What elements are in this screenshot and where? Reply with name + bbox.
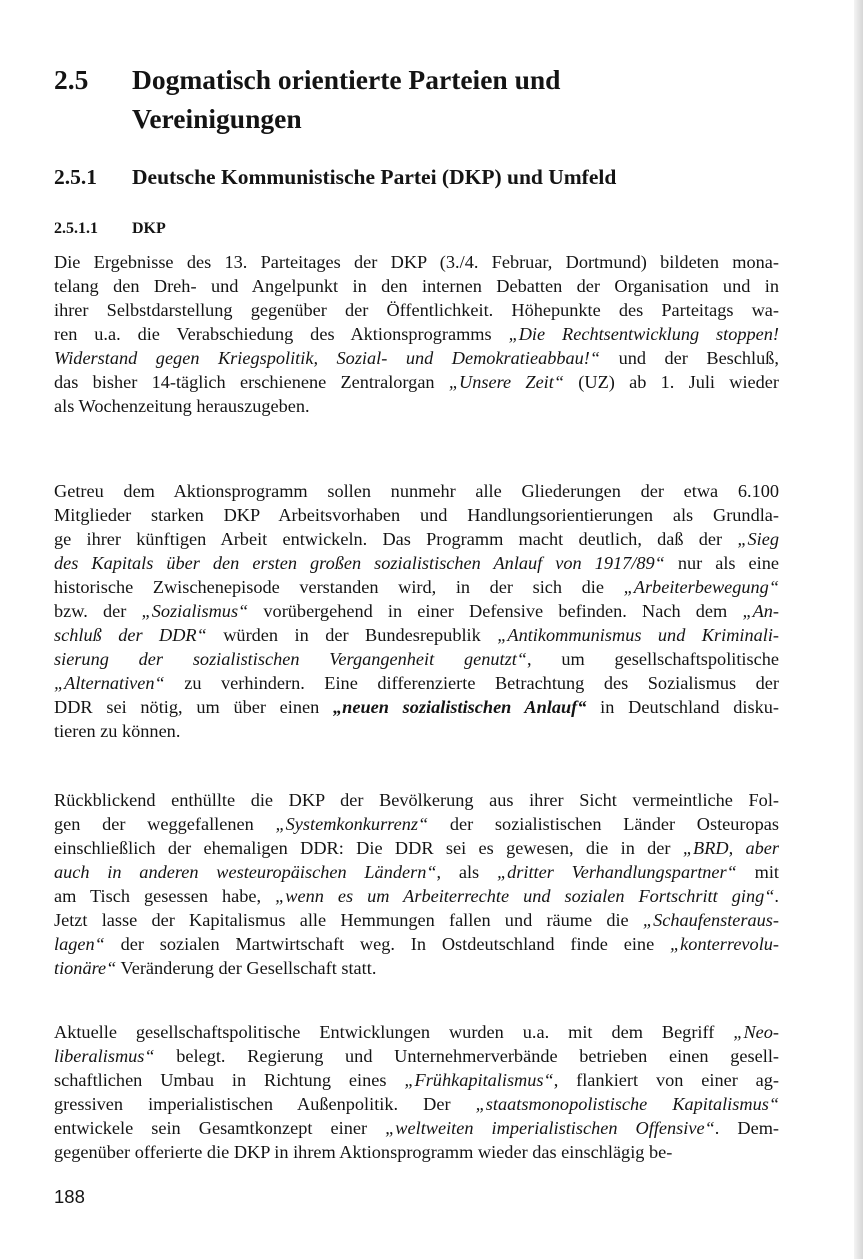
text-run: , um gesellschaftspolitische (526, 649, 779, 669)
text-run: belegt. Regierung und Unternehmerverbände betrieben einen gesell- (154, 1046, 779, 1066)
emphasized-text: lagen“ (54, 934, 105, 954)
paragraph-3 (54, 788, 779, 980)
text-run: das bisher 14-täglich erschienene Zentralorgan (54, 372, 449, 392)
text-line (54, 322, 779, 346)
text-run: Getreu dem Aktionsprogramm sollen nunmehr alle Gliederungen der etwa 6.100 (54, 481, 779, 501)
text-line (54, 1020, 779, 1044)
text-run: als Wochenzeitung herauszugeben. (54, 396, 310, 416)
text-run: ren u.a. die Verabschiedung des Aktionsprogramms (54, 324, 509, 344)
text-line (54, 370, 779, 394)
text-line (54, 812, 779, 836)
emphasized-text: tionäre“ (54, 958, 117, 978)
emphasized-text: „Sozialismus“ (141, 601, 249, 621)
paragraph-1 (54, 250, 779, 418)
emphasized-text: „An- (742, 601, 779, 621)
emphasized-text: „weltweiten imperialistischen Offensive“ (385, 1118, 715, 1138)
subsection-title: Deutsche Kommunistische Partei (DKP) und Umfeld (132, 165, 617, 189)
text-run: der sozialistischen Länder Osteuropas (428, 814, 779, 834)
text-run: historische Zwischenepisode verstanden wird, in der sich die (54, 577, 624, 597)
subsubsection-title: DKP (132, 220, 166, 237)
text-line (54, 503, 779, 527)
text-run: Aktuelle gesellschaftspolitische Entwicklungen wurden u.a. mit dem Begriff (54, 1022, 734, 1042)
text-run: vorübergehend in einer Defensive befinden. Nach dem (248, 601, 743, 621)
text-line (54, 551, 779, 575)
text-line (54, 1092, 779, 1116)
text-run: bzw. der (54, 601, 142, 621)
section-number: 2.5 (54, 64, 89, 95)
text-run: gegenüber offerierte die DKP in ihrem Aktionsprogramm wieder das einschlägig be- (54, 1142, 673, 1162)
page-number: 188 (54, 1186, 85, 1207)
emphasized-text: „Alternativen“ (54, 673, 165, 693)
text-line (54, 1140, 779, 1164)
text-run: . Dem- (714, 1118, 780, 1138)
text-run: einschließlich der ehemaligen DDR: Die DDR sei es gewesen, die in der (54, 838, 683, 858)
paragraph-2 (54, 479, 779, 743)
section-title-line-1: Dogmatisch orientierte Parteien und (132, 64, 561, 95)
section-title-line-2: Vereinigungen (132, 103, 302, 134)
text-line (54, 788, 779, 812)
text-run: nur als eine (664, 553, 779, 573)
emphasized-text: „wenn es um Arbeiterrechte und sozialen Fortschritt ging“ (275, 886, 775, 906)
subsection-number: 2.5.1 (54, 165, 97, 189)
emphasized-text: „Schaufensteraus- (642, 910, 779, 930)
text-line (54, 647, 779, 671)
emphasized-text: des Kapitals über den ersten großen sozialistischen Anlauf von 1917/89“ (54, 553, 665, 573)
text-run: schaftlichen Umbau in Richtung eines (54, 1070, 405, 1090)
text-line (54, 1068, 779, 1092)
paragraph-4 (54, 1020, 779, 1164)
section-title (132, 60, 732, 138)
text-line (54, 599, 779, 623)
text-run: in Deutschland disku- (586, 697, 779, 717)
emphasized-text: „Die Rechtsentwicklung stoppen! (508, 324, 779, 344)
text-line (54, 479, 779, 503)
text-line (54, 719, 779, 743)
text-run: entwickele sein Gesamtkonzept einer (54, 1118, 386, 1138)
text-run: würden in der Bundesrepublik (206, 625, 498, 645)
text-line (54, 671, 779, 695)
emphasized-text: „staatsmonopolistische Kapitalismus“ (475, 1094, 779, 1114)
subsubsection-number: 2.5.1.1 (54, 220, 98, 237)
text-line (54, 908, 779, 932)
text-run: zu verhindern. Eine differenzierte Betrachtung des Sozialismus der (164, 673, 779, 693)
text-line (54, 884, 779, 908)
text-run: (UZ) ab 1. Juli wieder (564, 372, 780, 392)
text-run: DDR sei nötig, um über einen (54, 697, 334, 717)
emphasized-text: „dritter Verhandlungspartner“ (496, 862, 737, 882)
text-line (54, 527, 779, 551)
emphasized-text: liberalismus“ (54, 1046, 155, 1066)
text-run: telang den Dreh- und Angelpunkt in den internen Debatten der Organisation und in (54, 276, 779, 296)
text-run: tieren zu können. (54, 721, 181, 741)
text-line (54, 250, 779, 274)
text-line (54, 860, 779, 884)
text-run: und der Beschluß, (600, 348, 779, 368)
text-run: ge ihrer künftigen Arbeit entwickeln. Das Programm macht deutlich, daß der (54, 529, 738, 549)
text-line (54, 623, 779, 647)
text-line (54, 1044, 779, 1068)
text-line (54, 836, 779, 860)
emphasized-text: „Systemkonkurrenz“ (275, 814, 429, 834)
text-run: mit (736, 862, 779, 882)
text-run: Jetzt lasse der Kapitalismus alle Hemmungen fallen und räume die (54, 910, 643, 930)
text-line (54, 956, 779, 980)
text-line (54, 346, 779, 370)
emphasized-text: sierung der sozialistischen Vergangenheit genutzt“ (54, 649, 527, 669)
text-line (54, 394, 779, 418)
text-run: Die Ergebnisse des 13. Parteitages der DKP (3./4. Februar, Dortmund) bildeten mona- (54, 252, 779, 272)
text-line (54, 298, 779, 322)
text-run: Veränderung der Gesellschaft statt. (116, 958, 377, 978)
text-run: gen der weggefallenen (54, 814, 276, 834)
text-line (54, 274, 779, 298)
text-line (54, 695, 779, 719)
emphasized-text: schluß der DDR“ (54, 625, 207, 645)
text-line (54, 932, 779, 956)
emphasized-text: Widerstand gegen Kriegspolitik, Sozial- und Demokratieabbau!“ (54, 348, 601, 368)
text-run: , als (436, 862, 497, 882)
emphasized-text: „Neo- (733, 1022, 779, 1042)
emphasized-text: „BRD, aber (682, 838, 779, 858)
emphasized-text: auch in anderen westeuropäischen Ländern“ (54, 862, 437, 882)
emphasized-text: „neuen sozialistischen Anlauf“ (333, 697, 587, 717)
text-run: am Tisch gesessen habe, (54, 886, 276, 906)
text-run: . (774, 886, 779, 906)
emphasized-text: „Frühkapitalismus“ (404, 1070, 554, 1090)
text-run: gressiven imperialistischen Außenpolitik. Der (54, 1094, 476, 1114)
text-run: der sozialen Martwirtschaft weg. In Ostdeutschland finde eine (104, 934, 671, 954)
emphasized-text: „Arbeiterbewegung“ (623, 577, 779, 597)
text-line (54, 575, 779, 599)
emphasized-text: „Unsere Zeit“ (448, 372, 565, 392)
page-edge-shadow (854, 0, 863, 1259)
emphasized-text: „Sieg (737, 529, 779, 549)
text-run: Rückblickend enthüllte die DKP der Bevölkerung aus ihrer Sicht vermeintliche Fol- (54, 790, 779, 810)
text-line (54, 1116, 779, 1140)
text-run: Mitglieder starken DKP Arbeitsvorhaben und Handlungsorientierungen als Grundla- (54, 505, 779, 525)
text-run: ihrer Selbstdarstellung gegenüber der Öffentlichkeit. Höhepunkte des Parteitags wa- (54, 300, 779, 320)
emphasized-text: „Antikommunismus und Kriminali- (497, 625, 779, 645)
emphasized-text: „konterrevolu- (670, 934, 779, 954)
text-run: , flankiert von einer ag- (553, 1070, 780, 1090)
